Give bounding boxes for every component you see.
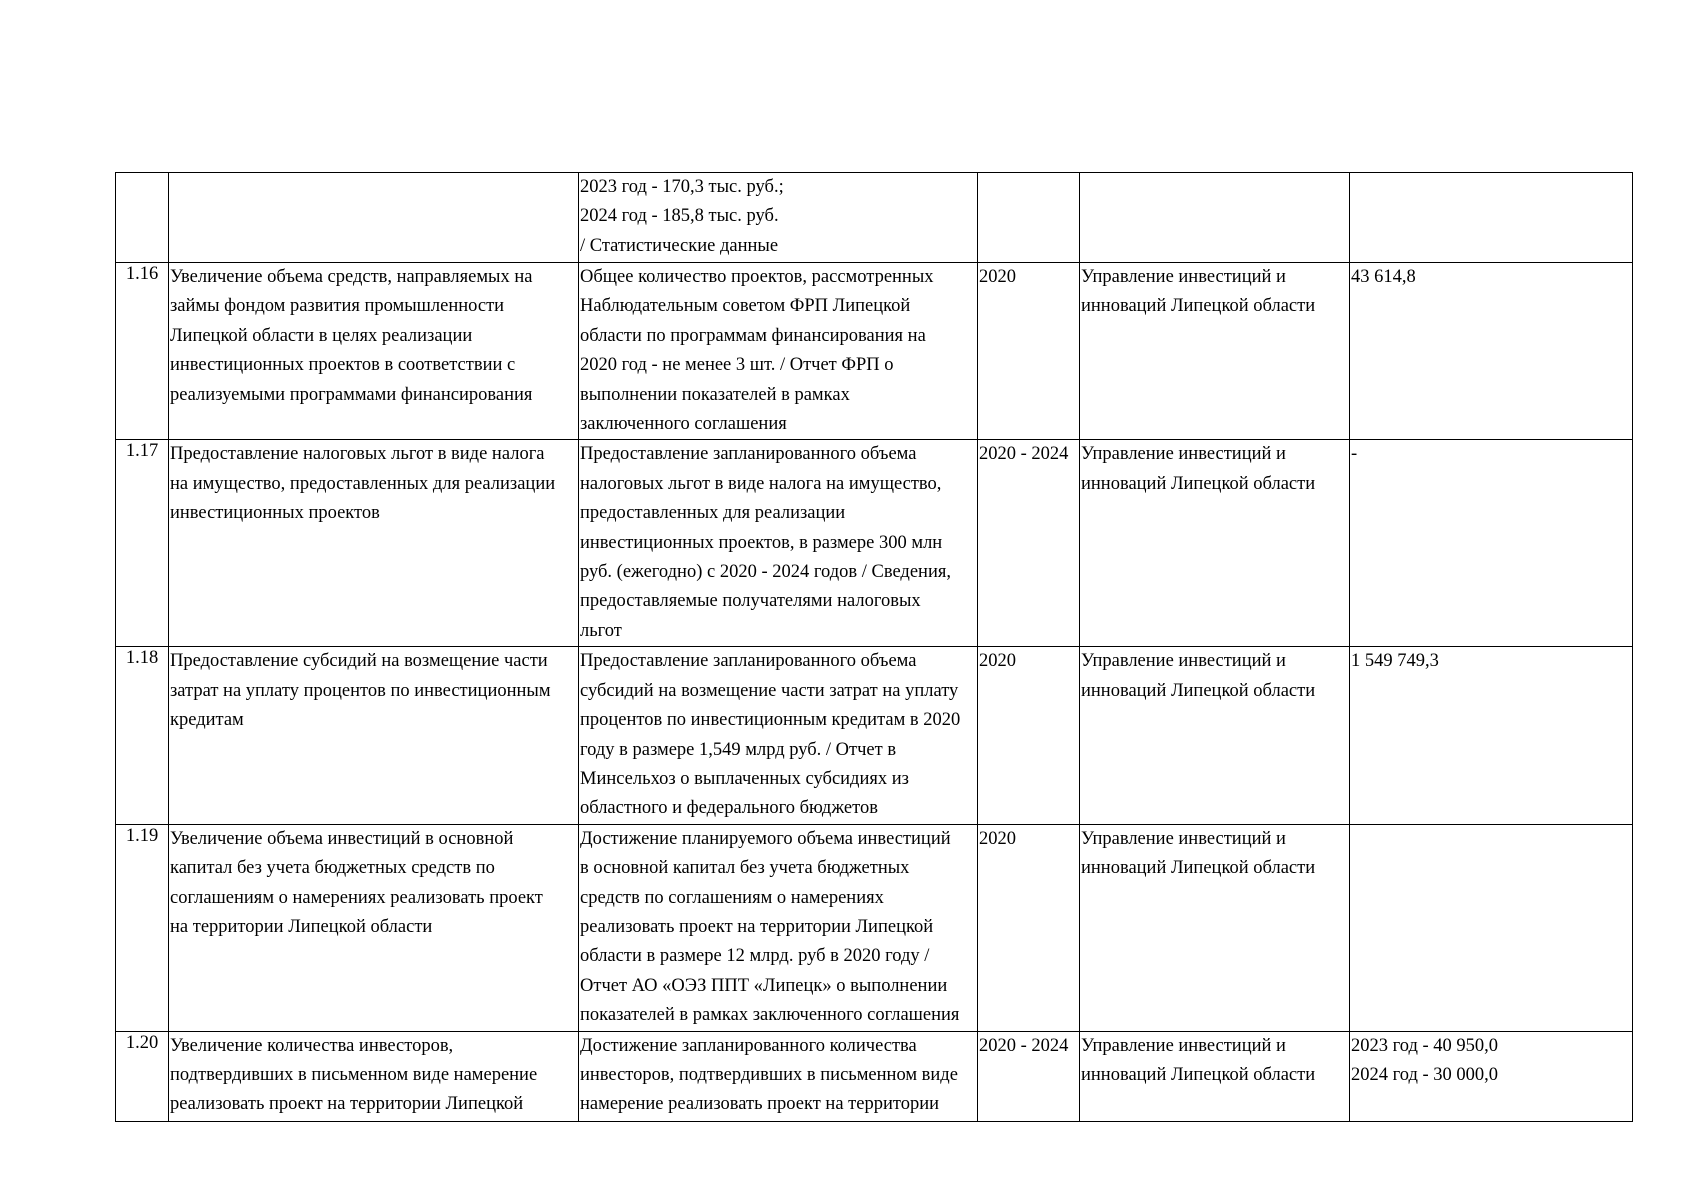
table-row	[116, 1031, 1633, 1121]
table-body	[116, 173, 1633, 1122]
text-line: 2023 год - 40 950,0	[1351, 1035, 1499, 1056]
result-cell-text	[580, 825, 976, 1031]
row-number-text: 1.20	[125, 1032, 159, 1053]
text-line: предоставленных для реализации	[580, 503, 846, 524]
text-line: области в размере 12 млрд. руб в 2020 году /	[580, 946, 930, 967]
text-line: соглашениям о намерениях реализовать проект	[170, 887, 543, 908]
result-cell	[579, 1031, 978, 1121]
responsible-cell-text	[1081, 647, 1348, 706]
responsible-cell	[1080, 647, 1350, 824]
result-cell	[579, 647, 978, 824]
text-line: / Статистические данные	[580, 235, 779, 256]
text-line: Липецкой области в целях реализации	[170, 325, 473, 346]
responsible-cell-text	[1081, 825, 1348, 884]
text-line: средств по соглашениям о намерениях	[580, 887, 884, 908]
responsible-cell-text	[1081, 1032, 1348, 1091]
text-line: инвестиционных проектов в соответствии с	[170, 355, 516, 376]
funding-cell-text	[1351, 263, 1631, 292]
text-line: инноваций Липецкой области	[1081, 858, 1316, 879]
text-line: Минсельхоз о выплаченных субсидиях из	[580, 768, 909, 789]
funding-cell	[1350, 173, 1633, 263]
text-line: Увеличение объема инвестиций в основной	[170, 828, 514, 849]
result-cell-text	[580, 440, 976, 646]
text-line: инноваций Липецкой области	[1081, 473, 1316, 494]
text-line: Увеличение объема средств, направляемых на	[170, 267, 533, 287]
text-line: подтвердивших в письменном виде намерение	[170, 1064, 538, 1085]
result-cell-text	[580, 1032, 976, 1120]
period-cell	[978, 647, 1080, 824]
text-line: Управление инвестиций и	[1081, 1035, 1286, 1056]
text-line: на имущество, предоставленных для реализации	[170, 473, 556, 494]
text-line: Управление инвестиций и	[1081, 444, 1286, 465]
measures-table	[115, 172, 1633, 1122]
text-line: году в размере 1,549 млрд руб. / Отчет в	[580, 739, 897, 760]
period-cell	[978, 263, 1080, 440]
result-cell	[579, 824, 978, 1031]
result-cell	[579, 440, 978, 647]
text-line: 2020 год - не менее 3 шт. / Отчет ФРП о	[580, 355, 894, 376]
period-cell	[978, 173, 1080, 263]
period-cell-text: 2020 - 2024	[979, 444, 1069, 465]
responsible-cell	[1080, 1031, 1350, 1121]
text-line: Управление инвестиций и	[1081, 651, 1286, 672]
text-line: инноваций Липецкой области	[1081, 296, 1316, 317]
result-cell	[579, 263, 978, 440]
text-line: инвесторов, подтвердивших в письменном виде	[580, 1064, 958, 1085]
text-line: инноваций Липецкой области	[1081, 1064, 1316, 1085]
text-line: руб. (ежегодно) с 2020 - 2024 годов / Сведения,	[580, 562, 951, 583]
text-line: выполнении показателей в рамках	[580, 384, 850, 405]
text-line: Достижение планируемого объема инвестиций	[580, 828, 951, 849]
funding-cell-text	[1351, 1032, 1631, 1091]
text-line: субсидий на возмещение части затрат на уплату	[580, 680, 959, 701]
measure-cell-text	[170, 1032, 577, 1120]
text-line: заключенного соглашения	[580, 414, 787, 435]
text-line: Отчет АО «ОЭЗ ППТ «Липецк» о выполнении	[580, 975, 948, 996]
text-line: области по программам финансирования на	[580, 325, 926, 346]
text-line: льгот	[580, 620, 622, 641]
responsible-cell	[1080, 824, 1350, 1031]
text-line: налоговых льгот в виде налога на имущество,	[580, 473, 942, 494]
row-number-text: 1.16	[125, 264, 159, 284]
funding-cell	[1350, 1031, 1633, 1121]
row-number	[116, 647, 169, 824]
text-line: затрат на уплату процентов по инвестиционным	[170, 680, 551, 701]
table-row	[116, 263, 1633, 440]
text-line: 2024 год - 185,8 тыс. руб.	[580, 206, 779, 227]
text-line: областного и федерального бюджетов	[580, 798, 878, 819]
text-line: намерение реализовать проект на территории	[580, 1094, 940, 1115]
text-line: займы фондом развития промышленности	[170, 296, 505, 317]
text-line: Предоставление налоговых льгот в виде налога	[170, 444, 545, 465]
responsible-cell	[1080, 263, 1350, 440]
period-cell	[978, 440, 1080, 647]
text-line: -	[1351, 444, 1358, 465]
funding-cell	[1350, 440, 1633, 647]
responsible-cell-text	[1081, 440, 1348, 499]
text-line: реализовать проект на территории Липецкой	[170, 1094, 524, 1115]
result-cell-text	[580, 647, 976, 823]
table-row	[116, 647, 1633, 824]
measure-cell	[169, 173, 579, 263]
funding-cell-text	[1351, 647, 1631, 676]
text-line: Увеличение количества инвесторов,	[170, 1035, 454, 1056]
row-number-text: 1.18	[125, 648, 159, 669]
measure-cell	[169, 1031, 579, 1121]
table-row	[116, 440, 1633, 647]
measure-cell-text	[170, 647, 577, 735]
text-line: показателей в рамках заключенного соглашения	[580, 1005, 960, 1026]
text-line: реализуемыми программами финансирования	[170, 384, 533, 405]
measure-cell	[169, 824, 579, 1031]
text-line: реализовать проект на территории Липецкой	[580, 916, 934, 937]
text-line: на территории Липецкой области	[170, 916, 433, 937]
measure-cell	[169, 647, 579, 824]
row-number	[116, 263, 169, 440]
funding-cell-text	[1351, 440, 1631, 469]
period-cell-text: 2020 - 2024	[979, 1035, 1069, 1056]
row-number-text: 1.17	[125, 441, 159, 462]
text-line: 2023 год - 170,3 тыс. руб.;	[580, 177, 784, 197]
measure-cell	[169, 263, 579, 440]
text-line: 43 614,8	[1351, 267, 1416, 287]
text-line: 1 549 749,3	[1351, 651, 1439, 672]
text-line: инвестиционных проектов	[170, 503, 380, 524]
funding-cell	[1350, 647, 1633, 824]
text-line: инноваций Липецкой области	[1081, 680, 1316, 701]
period-cell-text: 2020	[979, 651, 1016, 672]
measure-cell	[169, 440, 579, 647]
text-line: капитал без учета бюджетных средств по	[170, 858, 495, 879]
row-number	[116, 173, 169, 263]
result-cell-text	[580, 263, 976, 439]
funding-cell	[1350, 263, 1633, 440]
period-cell-text: 2020	[979, 828, 1016, 849]
responsible-cell	[1080, 173, 1350, 263]
responsible-cell	[1080, 440, 1350, 647]
period-cell-text: 2020	[979, 267, 1016, 287]
text-line: предоставляемые получателями налоговых	[580, 591, 921, 612]
text-line: Предоставление субсидий на возмещение части	[170, 651, 548, 672]
text-line: Предоставление запланированного объема	[580, 651, 917, 672]
measure-cell-text	[170, 825, 577, 943]
responsible-cell-text	[1081, 263, 1348, 322]
funding-cell	[1350, 824, 1633, 1031]
text-line: Общее количество проектов, рассмотренных	[580, 267, 934, 287]
row-number	[116, 440, 169, 647]
text-line: Управление инвестиций и	[1081, 267, 1286, 287]
text-line: инвестиционных проектов, в размере 300 млн	[580, 532, 943, 553]
text-line: кредитам	[170, 710, 244, 731]
table-row	[116, 173, 1633, 263]
text-line: Управление инвестиций и	[1081, 828, 1286, 849]
measure-cell-text	[170, 263, 577, 410]
period-cell	[978, 824, 1080, 1031]
text-line: Предоставление запланированного объема	[580, 444, 917, 465]
measure-cell-text	[170, 440, 577, 528]
table-row	[116, 824, 1633, 1031]
result-cell-text	[580, 173, 976, 261]
row-number	[116, 824, 169, 1031]
text-line: в основной капитал без учета бюджетных	[580, 858, 910, 879]
text-line: Наблюдательным советом ФРП Липецкой	[580, 296, 911, 317]
text-line: Достижение запланированного количества	[580, 1035, 917, 1056]
row-number-text: 1.19	[125, 825, 159, 846]
text-line: процентов по инвестиционным кредитам в 2020	[580, 710, 961, 731]
result-cell	[579, 173, 978, 263]
row-number	[116, 1031, 169, 1121]
text-line: 2024 год - 30 000,0	[1351, 1064, 1499, 1085]
period-cell	[978, 1031, 1080, 1121]
